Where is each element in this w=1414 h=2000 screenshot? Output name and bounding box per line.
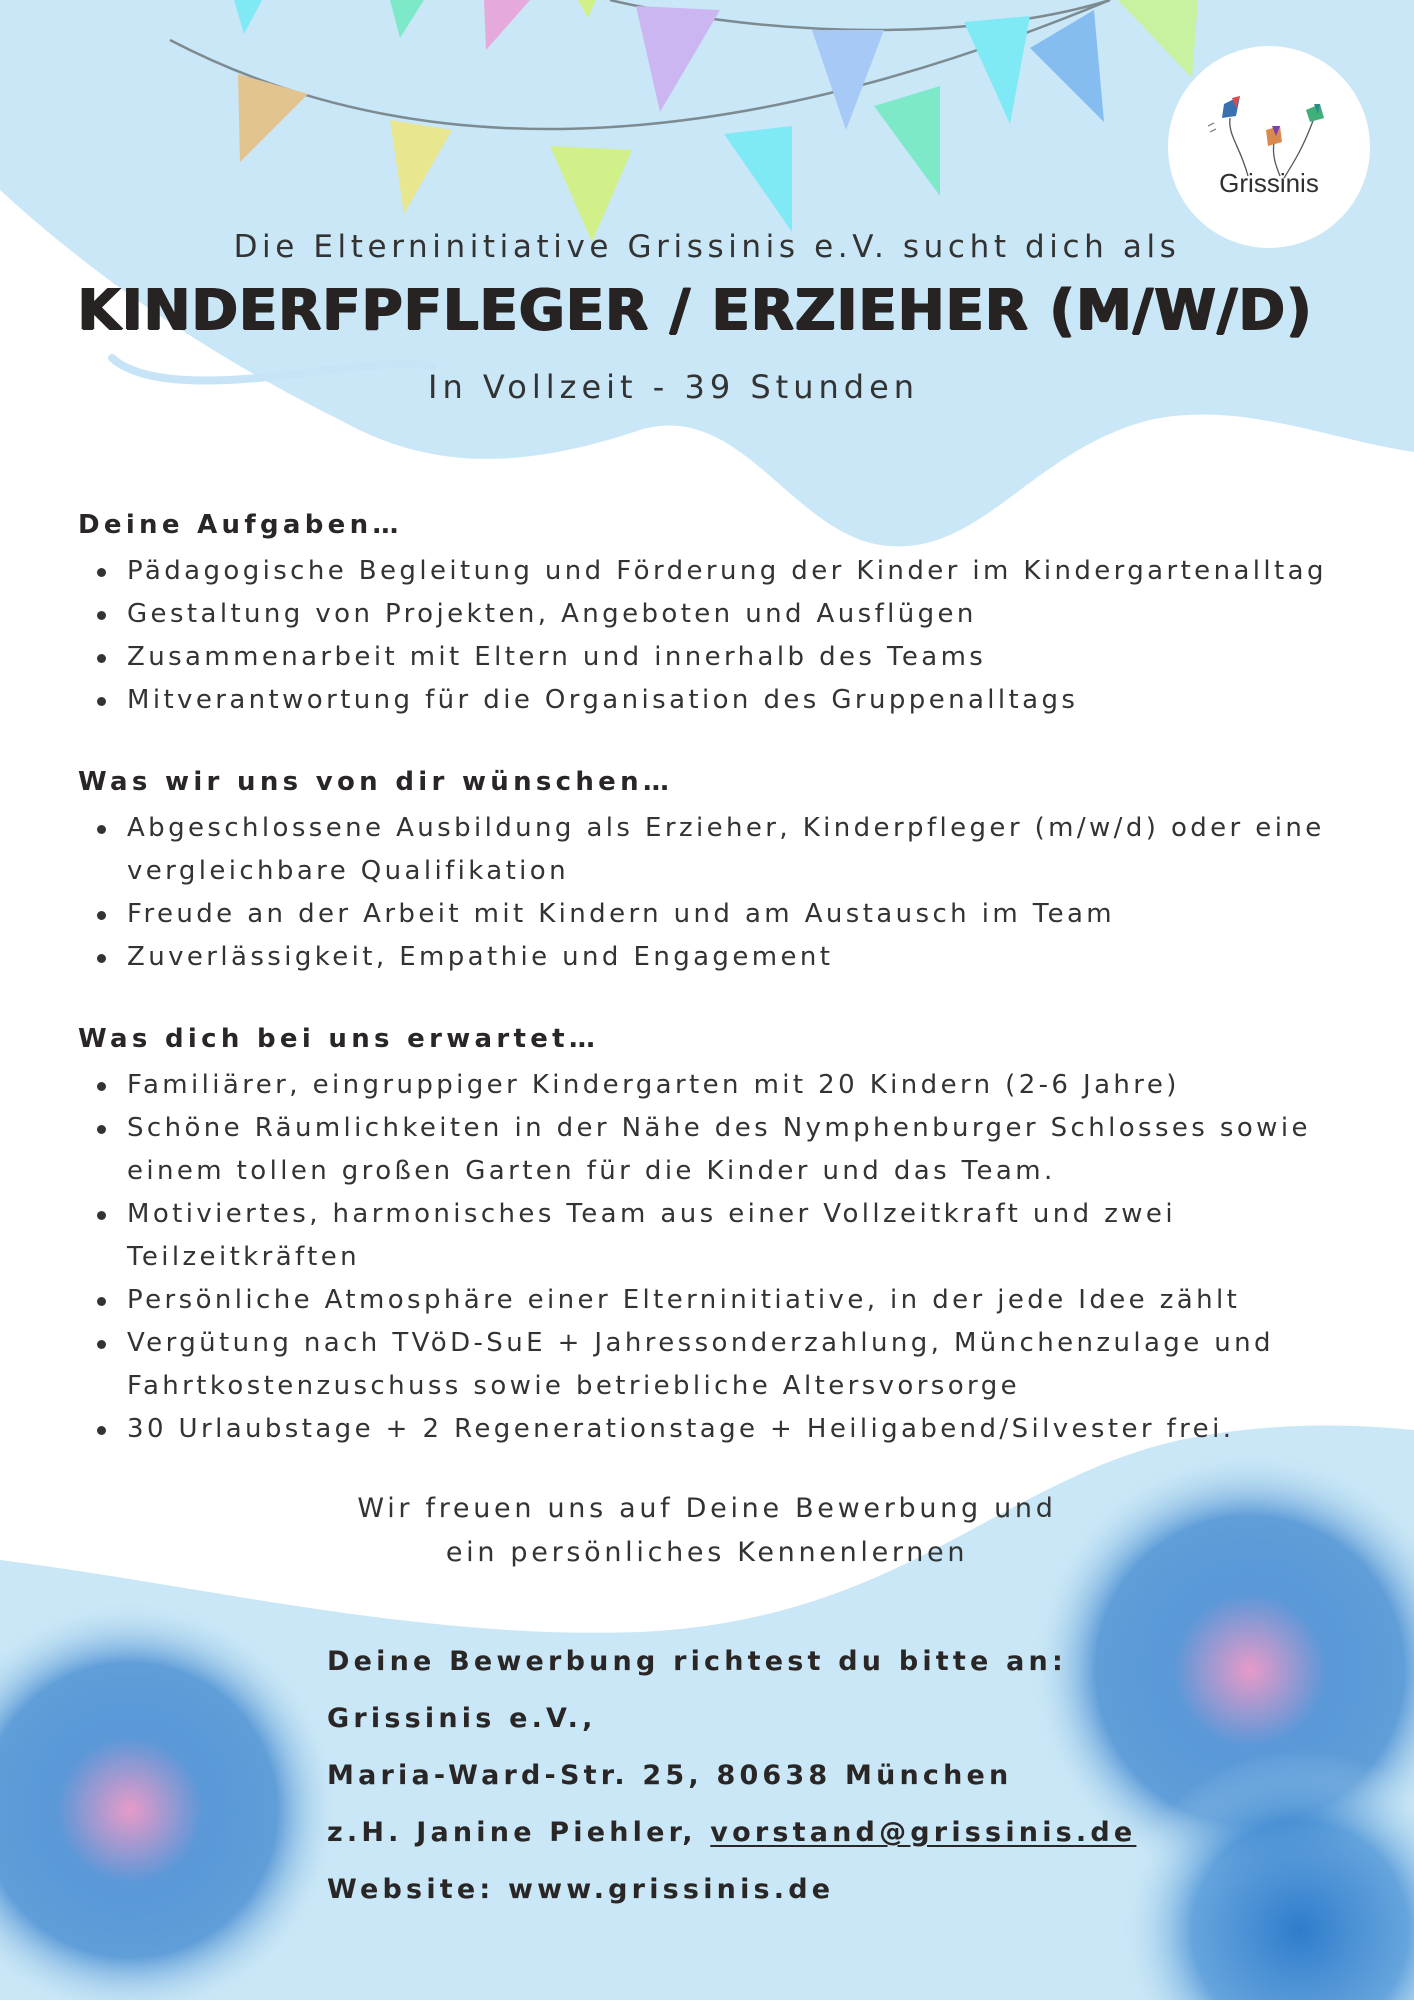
task-list: [78, 550, 1368, 722]
list-item: [78, 1107, 1368, 1193]
requirement-list: [78, 807, 1368, 979]
list-item-text: 30 Urlaubstage + 2 Regenerationstage + Heiligabend/Silvester frei.: [127, 1414, 1235, 1444]
section-title: Was dich bei uns erwartet…: [78, 1024, 600, 1054]
bullet: [97, 825, 106, 834]
contact-org: Grissinis e.V.,: [327, 1703, 597, 1734]
contact-attn-line: [327, 1811, 1136, 1868]
section-requirements: [78, 763, 1368, 979]
website-link[interactable]: Website: www.grissinis.de: [327, 1874, 835, 1905]
list-item-text: Schöne Räumlichkeiten in der Nähe des Nymphenburger Schlosses sowie einem tollen großen Garten für die Kinder und das Team.: [127, 1113, 1311, 1186]
bullet: [97, 911, 106, 920]
email-link[interactable]: vorstand@grissinis.de: [710, 1817, 1137, 1848]
list-item-text: Persönliche Atmosphäre einer Elterninitiative, in der jede Idee zählt: [127, 1285, 1241, 1315]
intro-text: Die Elterninitiative Grissinis e.V. sucht dich als: [233, 229, 1181, 265]
list-item-text: Mitverantwortung für die Organisation des Gruppenalltags: [127, 685, 1079, 715]
job-title: KINDERFPFLEGER / ERZIEHER (M/W/D): [77, 278, 1313, 343]
closing-message: [0, 1487, 1414, 1575]
list-item: [78, 936, 1368, 979]
contact-heading: Deine Bewerbung richtest du bitte an:: [327, 1646, 1067, 1677]
bullet: [97, 1082, 106, 1091]
working-hours: In Vollzeit - 39 Stunden: [428, 368, 920, 406]
bullet: [97, 611, 106, 620]
bullet: [97, 654, 106, 663]
list-item: [78, 1064, 1368, 1107]
bullet: [97, 568, 106, 577]
benefit-list: [78, 1064, 1368, 1451]
list-item-text: Gestaltung von Projekten, Angeboten und Ausflügen: [127, 599, 977, 629]
list-item-text: Familiärer, eingruppiger Kindergarten mit 20 Kindern (2-6 Jahre): [127, 1070, 1180, 1100]
contact-block: [327, 1640, 1136, 1925]
list-item: [78, 679, 1368, 722]
bullet: [97, 1125, 106, 1134]
list-item: [78, 807, 1368, 893]
list-item: [78, 1279, 1368, 1322]
bullet: [97, 1426, 106, 1435]
list-item: [78, 893, 1368, 936]
list-item-text: Abgeschlossene Ausbildung als Erzieher, Kinderpfleger (m/w/d) oder eine vergleichbare Qualifikation: [127, 813, 1325, 886]
list-item: [78, 636, 1368, 679]
logo-text: Grissinis: [1219, 168, 1319, 198]
contact-person: z.H. Janine Piehler,: [327, 1817, 697, 1848]
list-item-text: Pädagogische Begleitung und Förderung der Kinder im Kindergartenalltag: [127, 556, 1327, 586]
bullet: [97, 1297, 106, 1306]
list-item-text: Zuverlässigkeit, Empathie und Engagement: [127, 942, 834, 972]
bullet: [97, 697, 106, 706]
section-title: Was wir uns von dir wünschen…: [78, 767, 674, 797]
list-item: [78, 1322, 1368, 1408]
list-item-text: Zusammenarbeit mit Eltern und innerhalb des Teams: [127, 642, 987, 672]
list-item: [78, 550, 1368, 593]
section-tasks: [78, 506, 1368, 722]
list-item-text: Vergütung nach TVöD-SuE + Jahressonderzahlung, Münchenzulage und Fahrtkostenzuschuss sowie betriebliche Altersvorsorge: [127, 1328, 1274, 1401]
section-benefits: [78, 1020, 1368, 1451]
list-item-text: Freude an der Arbeit mit Kindern und am Austausch im Team: [127, 899, 1116, 929]
bullet: [97, 954, 106, 963]
bullet: [97, 1340, 106, 1349]
list-item: [78, 593, 1368, 636]
bullet: [97, 1211, 106, 1220]
list-item: [78, 1193, 1368, 1279]
list-item: [78, 1408, 1368, 1451]
grissinis-logo: [1168, 46, 1370, 248]
closing-line: Wir freuen uns auf Deine Bewerbung und: [357, 1493, 1057, 1524]
contact-address: Maria-Ward-Str. 25, 80638 München: [327, 1760, 1013, 1791]
list-item-text: Motiviertes, harmonisches Team aus einer Vollzeitkraft und zwei Teilzeitkräften: [127, 1199, 1176, 1272]
section-title: Deine Aufgaben…: [78, 510, 403, 540]
kites-icon: [1168, 46, 1370, 248]
closing-line: ein persönliches Kennenlernen: [445, 1537, 969, 1568]
